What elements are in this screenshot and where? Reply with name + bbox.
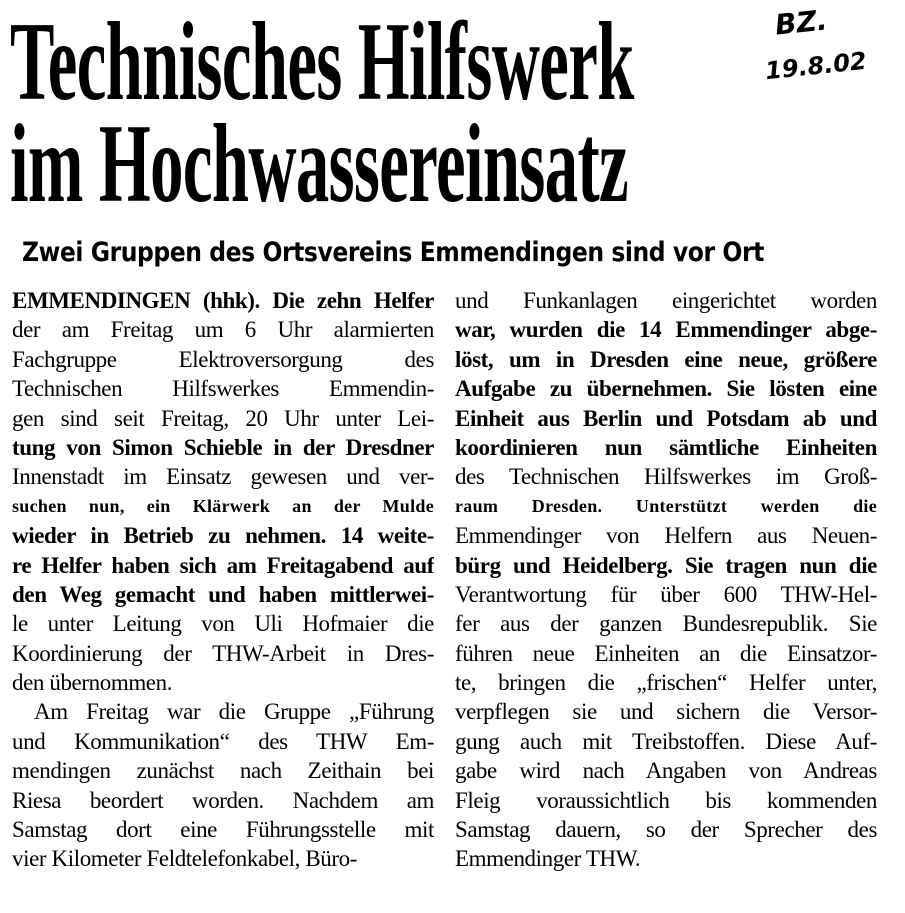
handwritten-source-note: BZ. — [773, 3, 829, 42]
article-text-line: re Helfer haben sich am Freitagabend auf — [12, 552, 434, 578]
article-text-line: gen sind seit Freitag, 20 Uhr unter Lei- — [12, 405, 434, 431]
article-text-line: koordinieren nun sämtliche Einheiten — [455, 434, 877, 460]
article-text-line: Fleig voraussichtlich bis kommenden — [455, 787, 877, 813]
article-text-line: Einheit aus Berlin und Potsdam ab und — [455, 405, 877, 431]
article-text-line: raum Dresden. Unterstützt werden die — [455, 495, 877, 516]
article-text-line: war, wurden die 14 Emmendinger abge- — [455, 317, 877, 343]
article-text-line: Koordinierung der THW-Arbeit in Dres- — [12, 640, 434, 666]
article-text-line: den übernommen. — [12, 670, 173, 696]
article-text-line: verpflegen sie und sichern die Versor- — [455, 699, 877, 725]
article-text-line: Aufgabe zu übernehmen. Sie lösten eine — [455, 376, 877, 402]
article-text-line: Innenstadt im Einsatz gewesen und ver- — [12, 464, 434, 490]
article-text-line: Samstag dauern, so der Sprecher des — [455, 817, 877, 843]
article-text-line: EMMENDINGEN (hhk). Die zehn Helfer — [12, 288, 434, 313]
article-text-line: den Weg gemacht und haben mittlerwei- — [12, 581, 434, 607]
headline-line-2: im Hochwassereinsatz — [10, 102, 629, 226]
article-text-line: Samstag dort eine Führungsstelle mit — [12, 817, 434, 843]
article-column-right — [455, 286, 877, 874]
article-text-line: Emmendinger von Helfern aus Neuen- — [455, 523, 877, 549]
article-text-line: Verantwortung für über 600 THW-Hel- — [455, 581, 877, 607]
article-text-line: tung von Simon Schieble in der Dresdner — [12, 434, 434, 460]
article-text-line: le unter Leitung von Uli Hofmaier die — [12, 611, 434, 637]
article-text-line: te, bringen die „frischen“ Helfer unter, — [455, 670, 877, 696]
article-text-line: des Technischen Hilfswerkes im Groß- — [455, 464, 877, 490]
article-text-line: vier Kilometer Feldtelefonkabel, Büro- — [12, 846, 358, 872]
article-text-line: bürg und Heidelberg. Sie tragen nun die — [455, 552, 877, 578]
handwritten-date-note: 19.8.02 — [763, 46, 868, 86]
article-text-line: Technischen Hilfswerkes Emmendin- — [12, 376, 434, 402]
article-text-line: gabe wird nach Angaben von Andreas — [455, 758, 877, 784]
article-text-line: gung auch mit Treibstoffen. Diese Auf- — [455, 728, 877, 754]
article-text-line: wieder in Betrieb zu nehmen. 14 weite- — [12, 523, 434, 549]
article-text-line: führen neue Einheiten an die Einsatzor- — [455, 640, 877, 666]
article-text-line: suchen nun, ein Klärwerk an der Mulde — [12, 495, 434, 516]
subheadline: Zwei Gruppen des Ortsvereins Emmendingen sind vor Ort — [22, 237, 764, 268]
article-text-line: Riesa beordert worden. Nachdem am — [12, 787, 434, 813]
headline-line-1: Technisches Hilfswerk — [10, 0, 634, 124]
article-text-line: Fachgruppe Elektroversorgung des — [12, 346, 434, 372]
article-column-left — [12, 286, 434, 874]
article-text-line: fer aus der ganzen Bundesrepublik. Sie — [455, 611, 877, 637]
article-text-line: und Kommunikation“ des THW Em- — [12, 728, 434, 754]
article-text-line: der am Freitag um 6 Uhr alarmierten — [12, 317, 434, 343]
article-text-line: und Funkanlagen eingerichtet worden — [455, 288, 877, 313]
article-text-line: Emmendinger THW. — [455, 846, 641, 872]
article-text-line: Am Freitag war die Gruppe „Führung — [34, 699, 434, 725]
article-text-line: mendingen zunächst nach Zeithain bei — [12, 758, 434, 784]
article-text-line: löst, um in Dresden eine neue, größere — [455, 346, 877, 372]
